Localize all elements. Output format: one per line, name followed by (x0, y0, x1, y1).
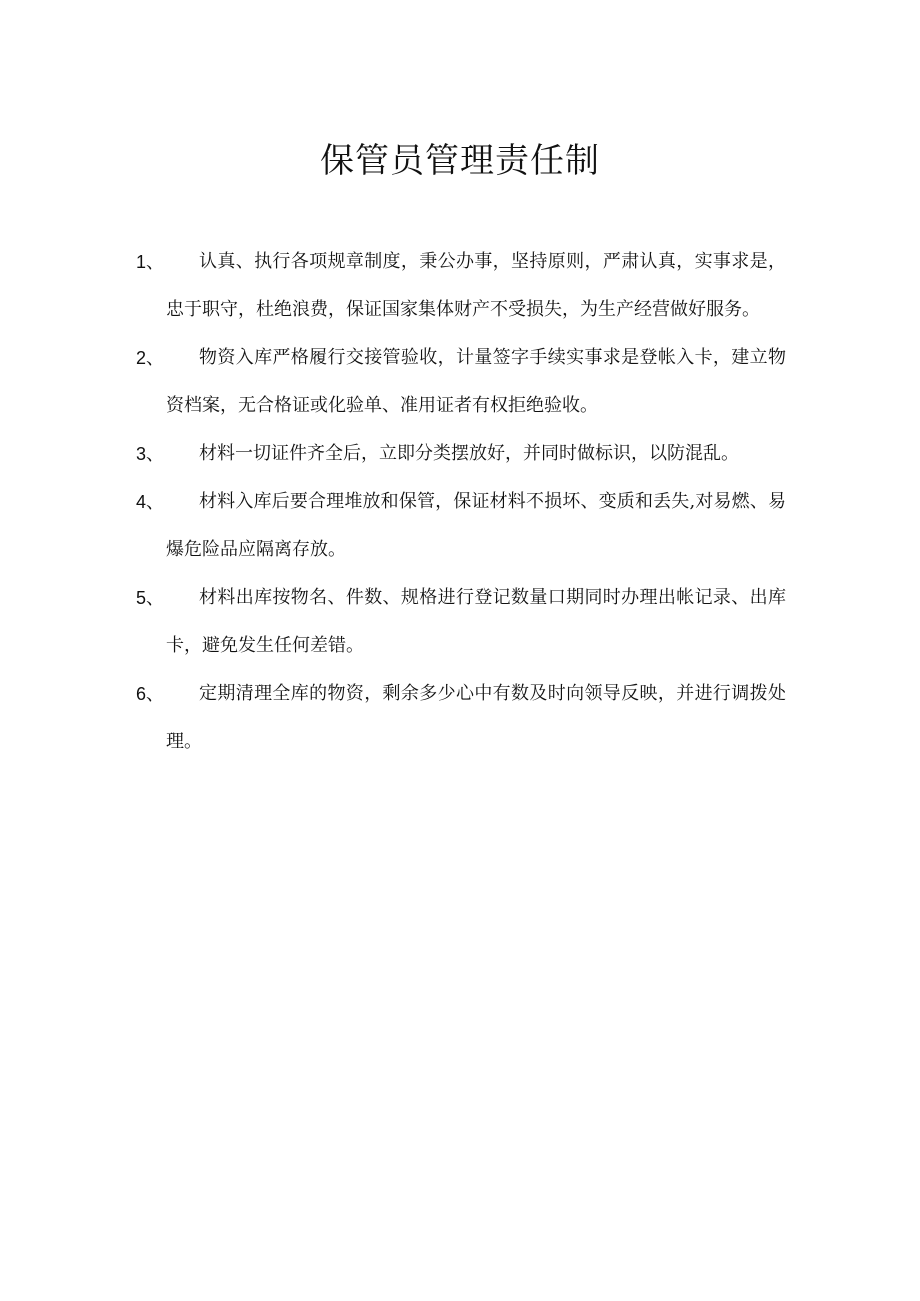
list-item (0, 430, 920, 478)
list-item (0, 574, 920, 670)
item-number: 2、 (136, 348, 165, 368)
item-number: 3、 (136, 444, 165, 464)
item-text: 材料出库按物名、件数、规格进行登记数量口期同时办理出帐记录、出库卡，避免发生任何差错。 (166, 587, 786, 656)
list-item (0, 238, 920, 334)
item-number: 5、 (136, 588, 165, 608)
item-number: 4、 (136, 492, 165, 512)
list-item (0, 670, 920, 766)
list-item (0, 478, 920, 574)
page-title: 保管员管理责任制 (320, 141, 600, 181)
item-text: 物资入库严格履行交接管验收，计量签字手续实事求是登帐入卡，建立物资档案，无合格证或化验单、准用证者有权拒绝验收。 (166, 347, 786, 416)
item-text: 材料一切证件齐全后，立即分类摆放好，并同时做标识，以防混乱。 (199, 443, 739, 464)
item-number: 1、 (136, 252, 165, 272)
item-text: 材料入库后要合理堆放和保管，保证材料不损坏、变质和丢失,对易燃、易爆危险品应隔离存放。 (166, 491, 786, 560)
item-text: 定期清理全库的物资，剩余多少心中有数及时向领导反映，并进行调拨处理。 (166, 683, 786, 752)
list-item (0, 334, 920, 430)
item-number: 6、 (136, 684, 165, 704)
item-text: 认真、执行各项规章制度，秉公办事，坚持原则，严肃认真，实事求是，忠于职守，杜绝浪费，保证国家集体财产不受损失，为生产经营做好服务。 (166, 251, 786, 320)
responsibility-list (0, 238, 920, 766)
